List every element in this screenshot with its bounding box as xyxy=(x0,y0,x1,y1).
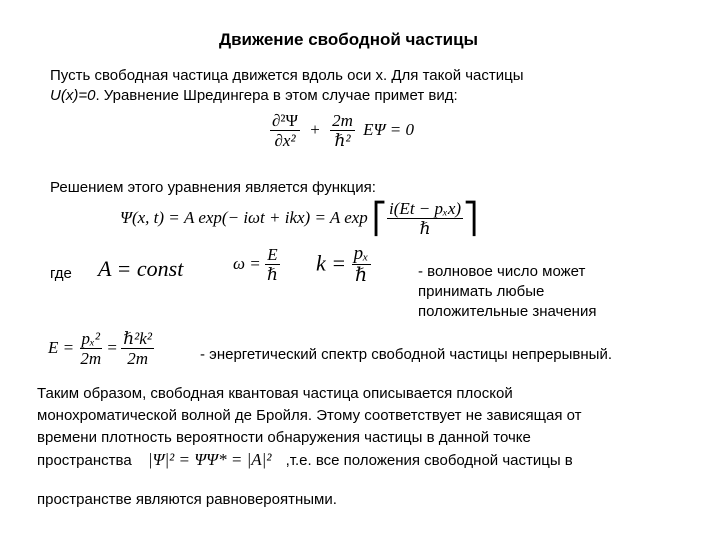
conclusion-line-1: Таким образом, свободная квантовая частица описывается плоской xyxy=(37,385,513,402)
energy-num2: ℏ²k² xyxy=(123,329,152,348)
schrodinger-den1: ∂x² xyxy=(274,130,296,150)
schrodinger-equation xyxy=(270,112,414,150)
conclusion-last-pre: пространства xyxy=(37,452,132,469)
omega-lhs: ω = xyxy=(233,254,261,274)
energy-den2: 2m xyxy=(127,348,148,368)
wavefunction-exp-den: ℏ xyxy=(419,218,431,238)
schrodinger-den2: ℏ² xyxy=(334,130,351,150)
const-formula: A = const xyxy=(98,256,184,281)
wavefunction-equation: Ψ(x, t) = A exp(− iωt + ikx) = A exp ⎡ $\frac{\text{i(Et − pₓx)}}{\text{ℏ}}$ ⎤ xyxy=(120,199,479,238)
where-label: где xyxy=(50,265,72,282)
page-title: Движение свободной частицы xyxy=(219,30,479,49)
k-note-1: - волновое число может xyxy=(418,263,586,280)
k-den: ℏ xyxy=(354,264,368,286)
conclusion-line-3: времени плотность вероятности обнаружения частицы в данной точке xyxy=(37,429,531,446)
intro-line-2 xyxy=(50,86,458,105)
schrodinger-plus: + xyxy=(310,120,320,140)
k-note-2: принимать любые xyxy=(418,283,545,300)
energy-eq: = xyxy=(107,338,117,358)
k-formula xyxy=(316,244,371,287)
energy-den1: 2m xyxy=(80,348,102,368)
k-num: pₓ xyxy=(353,243,369,264)
potential-condition: U(x)=0 xyxy=(50,87,96,104)
conclusion-line-4 xyxy=(37,450,573,471)
schrodinger-num2: 2m xyxy=(332,111,353,130)
omega-formula xyxy=(233,246,280,284)
conclusion-line-2: монохроматической волной де Бройля. Этому соответствует не зависящая от xyxy=(37,407,582,424)
solution-intro: Решением этого уравнения является функция: xyxy=(50,179,376,196)
conclusion-final: пространстве являются равновероятными. xyxy=(37,491,337,508)
schrodinger-tail: EΨ = 0 xyxy=(363,120,414,140)
energy-note: - энергетический спектр свободной частицы непрерывный. xyxy=(200,346,612,363)
intro-line-1: Пусть свободная частица движется вдоль оси x. Для такой частицы xyxy=(50,67,524,84)
omega-num: E xyxy=(267,245,278,264)
omega-den: ℏ xyxy=(266,264,278,284)
energy-lhs: E = xyxy=(48,338,75,358)
energy-formula xyxy=(48,330,154,368)
k-lhs: k = xyxy=(316,250,347,276)
wavefunction-exp-num: i(Et − pₓx) xyxy=(389,199,462,218)
intro-line-2-rest: . Уравнение Шредингера в этом случае примет вид: xyxy=(95,87,458,104)
energy-num1: pₓ² xyxy=(81,329,100,348)
k-note-3: положительные значения xyxy=(418,303,597,320)
wavefunction-lhs: Ψ(x, t) = A exp(− iωt + ikx) = A exp xyxy=(120,208,368,228)
density-formula: |Ψ|² = ΨΨ* = |A|² xyxy=(147,450,272,469)
schrodinger-num1: ∂²Ψ xyxy=(272,111,299,130)
conclusion-last-post: ,т.е. все положения свободной частицы в xyxy=(285,452,573,469)
